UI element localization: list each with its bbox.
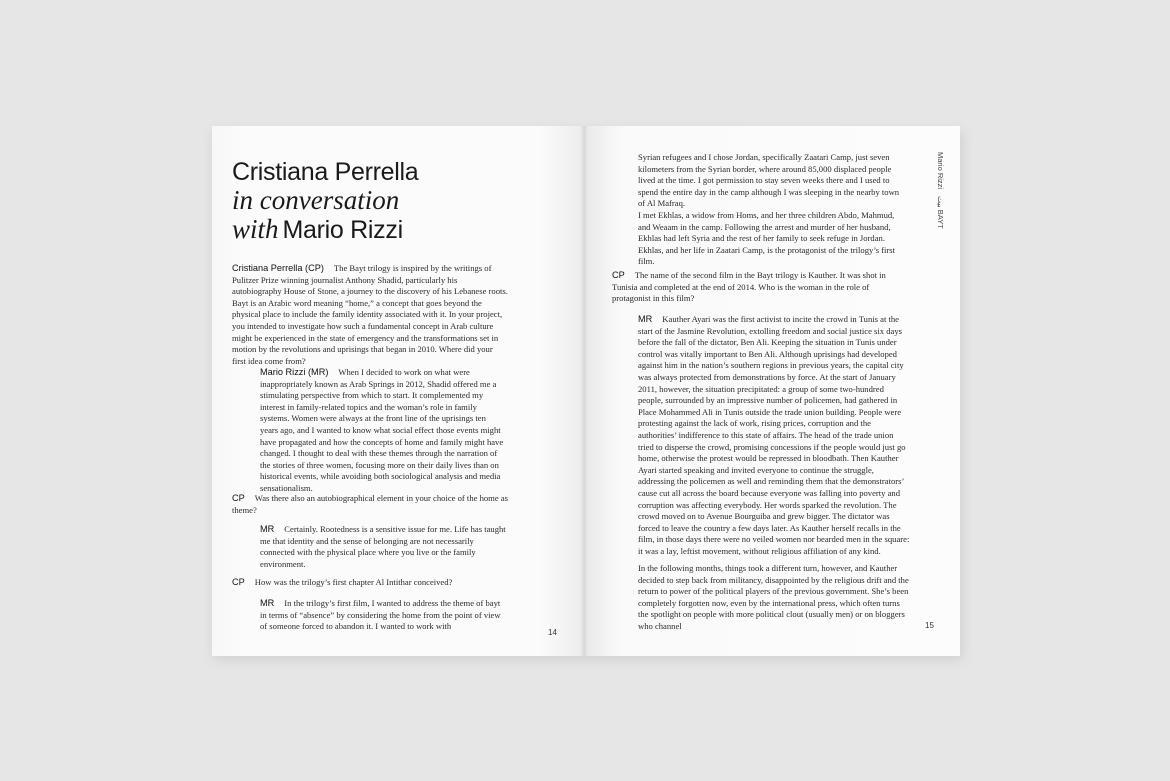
running-head-title: بيت BAYT bbox=[936, 196, 945, 229]
question-1 bbox=[232, 263, 508, 367]
answer-text: Kauther Ayari was the first activist to incite the crowd in Tunis at the start of the Jasmine Revolution, extolling freedom and social justice six days before the fall of the dictator, Ben Ali. Keeping the situation in Tunis under control was vitally important to Ben Ali. Although uprisings had developed against him in the nation’s southern regions in previous years, the capital city was always protected from demonstrations by force. At the start of January 2011, however, the situation precipitated: a group of some two-hundred people, surrounded by an impressive number of policemen, had gathered in Place Mohammed Ali in Tunis outside the trade union building. People were protesting against the lack of work, rising prices, corruption and the authorities’ indifference to this state of affairs. The head of the trade union tried to disperse the crowd, promising concessions if the people would just go home, otherwise the protest would be repressed in bloodbath. Then Kauther Ayari started speaking and invited everyone to continue the struggle, addressing the policemen as well and reminding them that the demonstrators’ cause cut all across the board because everyone was falling into poverty and corruption was affecting everybody. Her words sparked the revolution. The crowd moved on to Avenue Bourguiba and grew bigger. The dictator was forced to leave the country a few days later. As Kauther herself recalls in the film, in those days there were no veiled women nor bearded men in the square: it was a lay, leftist movement, without religious affiliation of any kind. bbox=[638, 314, 910, 556]
question-text: Was there also an autobiographical element in your choice of the home as theme? bbox=[232, 493, 508, 515]
question-text: How was the trilogy’s first chapter Al Intithar conceived? bbox=[254, 577, 453, 587]
answer-2 bbox=[260, 524, 506, 570]
answer-1-continued bbox=[638, 152, 908, 210]
question-text: The name of the second film in the Bayt trilogy is Kauther. It was shot in Tunisia and completed at the end of 2014. Who is the woman in the role of protagonist in this film? bbox=[612, 270, 886, 304]
continued-text: Syrian refugees and I chose Jordan, specifically Zaatari Camp, just seven kilometers from the Syrian border, where around 85,000 displaced people lived at the time. I got permission to stay seven weeks there and I used to spend the entire day in the camp although I was sleeping in the nearby town of Al Mafraq. bbox=[638, 152, 900, 209]
answer-text: In the following months, things took a different turn, however, and Kauther decided to step back from militancy, disappointed by the religious drift and the return to power of the political players of the previous government. She’s been completely forgotten now, even by the international press, which often turns the spotlight on people with more political clout (usually men) or on bloggers who channel bbox=[638, 563, 909, 631]
answer-1 bbox=[260, 367, 506, 495]
speaker-label: CP bbox=[232, 493, 245, 503]
question-text: The Bayt trilogy is inspired by the writings of Pulitzer Prize winning journalist Anthony Shadid, particularly his autobiography House of Stone, a journey to the discovery of his Lebanese roots. Bayt is an Arabic word meaning “home,” a concept that goes beyond the physical place to include the family identity associated with it. In your project, you intended to investigate how such a fundamental concept in Arab culture might be experienced in the state of emergency and the transformations set in motion by the revolutions and uprisings that began in 2010. Where did your first idea come from? bbox=[232, 263, 508, 366]
speaker-label: Mario Rizzi (MR) bbox=[260, 367, 329, 377]
question-3 bbox=[232, 577, 508, 589]
title-artist: Mario Rizzi bbox=[282, 216, 403, 244]
title-author: Cristiana Perrella bbox=[232, 158, 419, 186]
question-4 bbox=[612, 270, 910, 305]
speaker-label: CP bbox=[612, 270, 625, 280]
left-page bbox=[212, 126, 584, 656]
running-head-name: Mario Rizzi bbox=[936, 152, 945, 190]
answer-1-continued-paragraph bbox=[638, 210, 908, 268]
right-page bbox=[584, 126, 960, 656]
question-2 bbox=[232, 493, 508, 516]
title-conversation: in conversation bbox=[232, 185, 400, 215]
answer-4 bbox=[638, 314, 910, 557]
answer-text: Certainly. Rootedness is a sensitive issue for me. Life has taught me that identity and the sense of belonging are not necessarily connected with the physical place where you live or the family environment. bbox=[260, 524, 506, 569]
answer-3 bbox=[260, 598, 506, 633]
answer-text: When I decided to work on what were inappropriately known as Arab Springs in 2012, Shadid offered me a stimulating perspective from which to start. It complemented my interest in family-related topics and the woman’s role in family systems. Women were always at the front line of the uprisings ten years ago, and I wanted to know what social effect those events might have propagated and how the concepts of home and family might have changed. I thought to deal with these themes through the narration of the stories of three women, focusing more on their daily lives than on historical events, while avoiding both sociological analysis and media sensationalism. bbox=[260, 367, 504, 493]
speaker-label: Cristiana Perrella (CP) bbox=[232, 263, 324, 273]
open-booklet bbox=[212, 126, 960, 656]
speaker-label: CP bbox=[232, 577, 245, 587]
book-gutter bbox=[580, 126, 588, 656]
answer-text: In the trilogy’s first film, I wanted to address the theme of bayt in terms of “absence” by considering the home from the point of view of someone forced to abandon it. I wanted to work with bbox=[260, 598, 501, 632]
continued-text: I met Ekhlas, a widow from Homs, and her three children Abdo, Mahmud, and Weaam in the camp. Following the arrest and murder of her husband, Ekhlas had left Syria and the rest of her family to seek refuge in Jordan. Ekhlas, and her life in Zaatari Camp, is the protagonist of the trilogy’s first film. bbox=[638, 210, 896, 267]
article-title bbox=[232, 158, 552, 249]
speaker-label: MR bbox=[260, 598, 275, 608]
speaker-label: MR bbox=[638, 314, 653, 324]
title-with-line bbox=[232, 214, 552, 249]
answer-4-paragraph-2 bbox=[638, 563, 910, 633]
page-number: 15 bbox=[925, 621, 934, 630]
page-number: 14 bbox=[548, 628, 557, 637]
speaker-label: MR bbox=[260, 524, 275, 534]
title-with: with bbox=[232, 214, 279, 244]
